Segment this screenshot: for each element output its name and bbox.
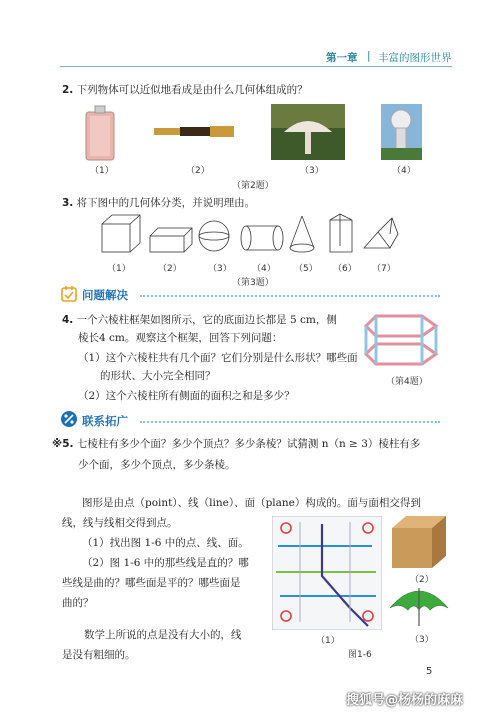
question-number: 2.: [62, 84, 74, 96]
paragraph-line-4: （2）图 1-6 中的那些线是直的？哪: [82, 557, 249, 569]
question-text: 将下图中的几何体分类，并说明理由。: [76, 197, 256, 209]
paragraph-line-6: 曲的？: [62, 597, 94, 609]
question-4-sub1-line2: 的形状、大小完全相同？: [100, 370, 216, 382]
q3-label-4: （4）: [252, 264, 276, 274]
prism-figure: [330, 214, 352, 252]
fig16-label-1: （1）: [316, 636, 340, 646]
q2-label-2: （2）: [186, 166, 210, 176]
header-rule: [60, 66, 452, 67]
paragraph-line-5: 些线是曲的？哪些面是平的？哪些面是: [62, 577, 241, 589]
section-divider: [140, 421, 440, 423]
header-separator: |: [367, 50, 371, 62]
perfume-bottle-photo: [86, 106, 114, 160]
cube-figure: [102, 215, 140, 252]
question-text: 下列物体可以近似地看成是由什么几何体组成的？: [76, 84, 308, 96]
box-figure: [388, 510, 452, 570]
q3-solids: [100, 212, 400, 258]
question-2: [62, 83, 308, 97]
q2-photos: [76, 104, 422, 162]
question-4-line-2: 棱长4 cm。观察这个框架，回答下列问题：: [78, 332, 283, 344]
fig16-caption: 图1-6: [348, 650, 372, 660]
q3-label-3: （3）: [208, 264, 232, 274]
question-number: ※5.: [52, 438, 74, 450]
q3-label-5: （5）: [294, 264, 318, 274]
cylinder-figure: [241, 226, 283, 250]
paragraph-line-8: 是没有粗细的。: [62, 649, 136, 661]
section-title-problem-solving: 问题解决: [82, 288, 128, 302]
mushroom-photo: [271, 104, 345, 160]
cone-figure: [290, 216, 314, 252]
q4-caption: （第4题）: [386, 377, 428, 387]
paragraph-line-2: 线，线与线相交得到点。: [62, 517, 178, 529]
hexagonal-prism-frame: [364, 310, 444, 372]
q3-label-6: （6）: [333, 264, 357, 274]
question-text: 一个六棱柱框架如图所示，它的底面边长都是 5 cm，侧: [76, 314, 337, 326]
question-number: 3.: [62, 197, 74, 209]
calendar-check-icon: [60, 285, 78, 303]
q2-label-1: （1）: [90, 166, 114, 176]
umbrella-figure: [386, 580, 452, 630]
chapter-title: 丰富的图形世界: [378, 52, 452, 64]
question-4-sub1-line1: （1）这个六棱柱共有几个面？它们分别是什么形状？哪些面: [78, 352, 358, 364]
page-number: 5: [426, 666, 433, 677]
q2-label-4: （4）: [392, 166, 416, 176]
question-4-line-1: [62, 313, 337, 327]
question-4-sub2: （2）这个六棱柱所有侧面的面积之和是多少？: [78, 390, 295, 402]
q2-caption: （第2题）: [232, 181, 274, 191]
cuboid-figure: [150, 228, 192, 252]
q3-caption: （第3题）: [232, 278, 274, 288]
link-percent-icon: [60, 410, 78, 428]
section-title-connection: 联系拓广: [82, 414, 128, 428]
q3-label-2: （2）: [158, 264, 182, 274]
paragraph-line-3: （1）找出图 1-6 中的点、线、面。: [82, 537, 249, 549]
question-5-line-1: [52, 437, 420, 451]
fig16-label-2: （2）: [410, 575, 434, 585]
question-number: 4.: [62, 314, 74, 326]
q2-label-3: （3）: [300, 166, 324, 176]
telescope-photo: [154, 126, 234, 137]
paragraph-line-7: 数学上所说的点是没有大小的，线: [84, 629, 242, 641]
chapter-label: 第一章: [326, 52, 358, 64]
tower-photo: [381, 104, 422, 160]
triangular-prism-figure: [364, 218, 398, 248]
subway-map-figure: [272, 516, 382, 630]
q3-label-7: （7）: [372, 264, 396, 274]
paragraph-line-1: 图形是由点（point）、线（line）、面（plane）构成的。面与面相交得到: [82, 497, 421, 509]
watermark: 搜狐号@杨杨的麻麻: [346, 693, 464, 708]
section-divider: [140, 295, 440, 297]
fig16-label-3: （3）: [410, 635, 434, 645]
question-3: [62, 196, 255, 210]
sphere-figure: [199, 221, 229, 251]
question-text: 七棱柱有多少个面？多少个顶点？多少条棱？试猜测 n（n ≥ 3）棱柱有多: [76, 438, 421, 450]
q3-label-1: （1）: [107, 264, 131, 274]
question-5-line-2: 少个面，多少个顶点，多少条棱。: [78, 459, 236, 471]
